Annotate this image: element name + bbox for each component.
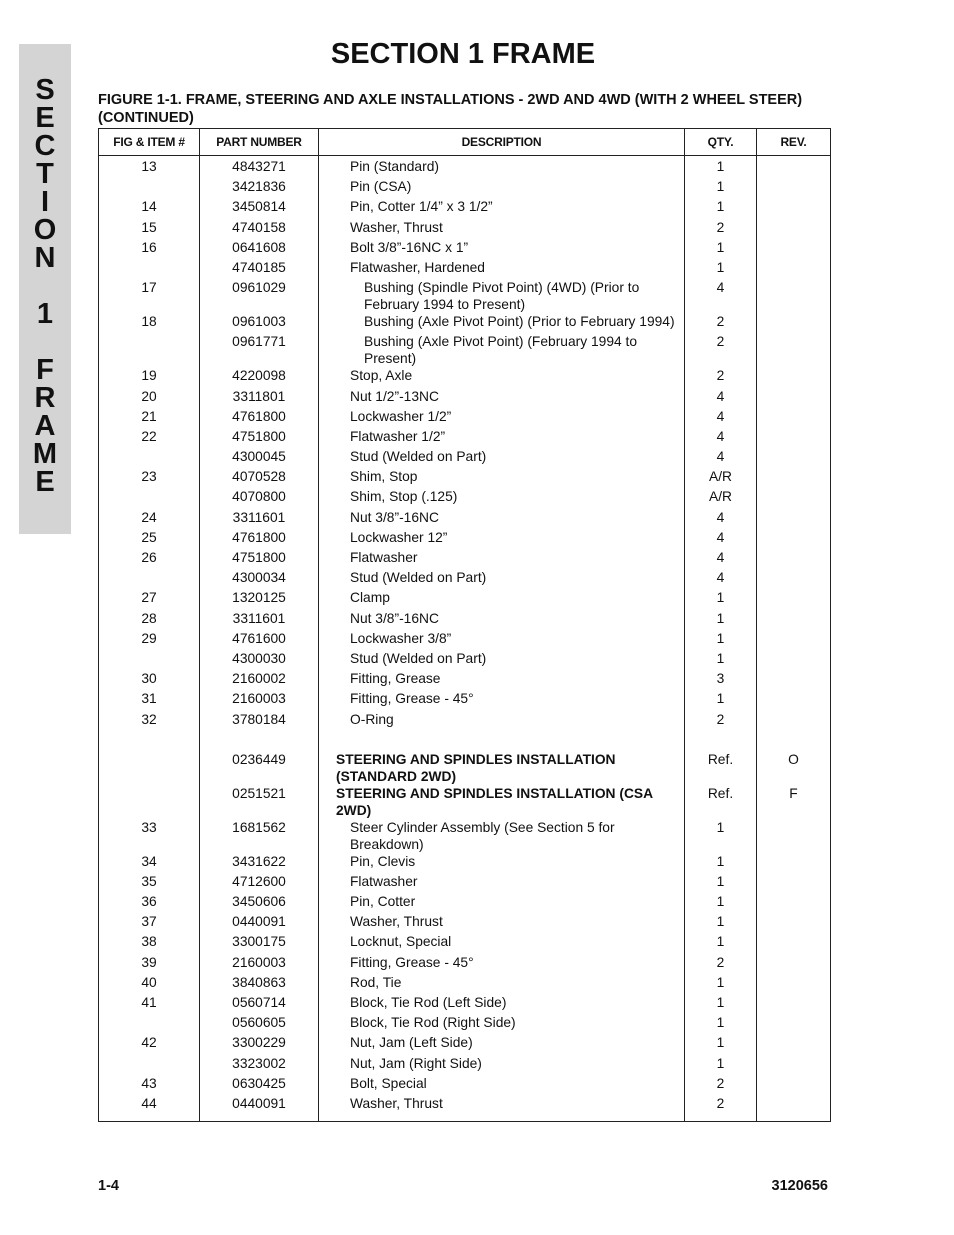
cell-description: Bolt, Special	[319, 1075, 685, 1095]
table-row	[99, 367, 831, 387]
cell-part-number: 4300034	[200, 569, 319, 589]
cell-part-number: 4761800	[200, 529, 319, 549]
section-tab-letter: R	[34, 382, 56, 414]
cell-rev	[757, 974, 831, 994]
cell-fig-item: 38	[99, 933, 200, 953]
cell-fig-item: 30	[99, 670, 200, 690]
cell-qty: 1	[685, 893, 757, 913]
cell-rev	[757, 509, 831, 529]
cell-part-number: 4070528	[200, 468, 319, 488]
cell-rev	[757, 933, 831, 953]
cell-rev	[757, 367, 831, 387]
cell-part-number: 4843271	[200, 156, 319, 179]
table-row	[99, 1075, 831, 1095]
cell-fig-item	[99, 751, 200, 785]
table-row	[99, 873, 831, 893]
cell-part-number: 4300030	[200, 650, 319, 670]
cell-qty: 4	[685, 569, 757, 589]
cell-qty: 1	[685, 198, 757, 218]
table-row	[99, 388, 831, 408]
cell-qty: 1	[685, 156, 757, 179]
spacer-cell	[685, 731, 757, 751]
table-row	[99, 933, 831, 953]
cell-fig-item: 18	[99, 313, 200, 333]
cell-qty: Ref.	[685, 751, 757, 785]
cell-qty: 1	[685, 1034, 757, 1054]
cell-fig-item: 13	[99, 156, 200, 179]
cell-fig-item: 15	[99, 219, 200, 239]
section-side-tab	[19, 44, 71, 534]
cell-qty: 1	[685, 933, 757, 953]
table-row	[99, 408, 831, 428]
cell-part-number: 4300045	[200, 448, 319, 468]
cell-fig-item	[99, 785, 200, 819]
cell-rev	[757, 954, 831, 974]
cell-part-number: 4761600	[200, 630, 319, 650]
cell-rev	[757, 259, 831, 279]
cell-fig-item	[99, 488, 200, 508]
table-row	[99, 711, 831, 731]
cell-description: Pin, Cotter 1/4” x 3 1/2”	[319, 198, 685, 218]
cell-rev	[757, 690, 831, 710]
cell-description: Nut 3/8”-16NC	[319, 610, 685, 630]
cell-description: Block, Tie Rod (Left Side)	[319, 994, 685, 1014]
cell-rev	[757, 873, 831, 893]
cell-part-number: 1681562	[200, 819, 319, 853]
cell-rev	[757, 630, 831, 650]
cell-rev	[757, 1075, 831, 1095]
document-number: 3120656	[771, 1178, 828, 1194]
cell-rev	[757, 1095, 831, 1122]
table-row	[99, 819, 831, 853]
cell-part-number: 4712600	[200, 873, 319, 893]
section-tab-letter: C	[34, 130, 56, 162]
table-row	[99, 488, 831, 508]
cell-fig-item: 28	[99, 610, 200, 630]
cell-qty: 1	[685, 589, 757, 609]
cell-description: Flatwasher 1/2”	[319, 428, 685, 448]
cell-qty: 1	[685, 853, 757, 873]
cell-part-number: 0560605	[200, 1014, 319, 1034]
section-tab-letter: M	[32, 438, 58, 470]
table-spacer-row	[99, 731, 831, 751]
cell-part-number: 0251521	[200, 785, 319, 819]
table-row	[99, 549, 831, 569]
header-fig-item: FIG & ITEM #	[99, 129, 200, 156]
cell-fig-item	[99, 650, 200, 670]
table-row	[99, 279, 831, 313]
cell-description: Lockwasher 3/8”	[319, 630, 685, 650]
cell-part-number: 3311801	[200, 388, 319, 408]
cell-part-number: 0961029	[200, 279, 319, 313]
cell-part-number: 0440091	[200, 1095, 319, 1122]
cell-fig-item	[99, 1014, 200, 1034]
cell-qty: 2	[685, 954, 757, 974]
spacer-cell	[319, 731, 685, 751]
cell-fig-item	[99, 448, 200, 468]
cell-rev	[757, 650, 831, 670]
cell-description: Rod, Tie	[319, 974, 685, 994]
section-tab-letter: O	[33, 214, 57, 246]
table-row	[99, 569, 831, 589]
cell-qty: 1	[685, 610, 757, 630]
cell-description: Bushing (Axle Pivot Point) (February 1994 to Present)	[319, 333, 685, 367]
cell-fig-item: 41	[99, 994, 200, 1014]
cell-description: Lockwasher 12”	[319, 529, 685, 549]
cell-part-number: 0440091	[200, 913, 319, 933]
table-row	[99, 1095, 831, 1122]
cell-qty: 1	[685, 259, 757, 279]
table-row	[99, 156, 831, 179]
table-row	[99, 650, 831, 670]
cell-description: Bushing (Axle Pivot Point) (Prior to February 1994)	[319, 313, 685, 333]
cell-fig-item: 35	[99, 873, 200, 893]
cell-fig-item	[99, 178, 200, 198]
cell-part-number: 0961003	[200, 313, 319, 333]
cell-description: Stud (Welded on Part)	[319, 569, 685, 589]
cell-rev	[757, 994, 831, 1014]
cell-part-number: 4740185	[200, 259, 319, 279]
cell-fig-item: 23	[99, 468, 200, 488]
cell-fig-item: 33	[99, 819, 200, 853]
cell-rev	[757, 448, 831, 468]
cell-rev	[757, 819, 831, 853]
cell-part-number: 3780184	[200, 711, 319, 731]
table-row	[99, 1055, 831, 1075]
section-tab-letter: F	[36, 354, 54, 386]
cell-rev	[757, 279, 831, 313]
cell-fig-item: 31	[99, 690, 200, 710]
parts-table-body	[99, 156, 831, 1122]
cell-qty: 1	[685, 873, 757, 893]
cell-qty: Ref.	[685, 785, 757, 819]
cell-fig-item: 16	[99, 239, 200, 259]
cell-qty: 1	[685, 1055, 757, 1075]
table-row	[99, 448, 831, 468]
cell-qty: 2	[685, 1095, 757, 1122]
cell-qty: 4	[685, 509, 757, 529]
parts-table	[98, 128, 831, 1122]
cell-fig-item: 19	[99, 367, 200, 387]
header-description: DESCRIPTION	[319, 129, 685, 156]
cell-rev	[757, 711, 831, 731]
cell-fig-item: 44	[99, 1095, 200, 1122]
cell-rev	[757, 313, 831, 333]
cell-rev	[757, 529, 831, 549]
cell-rev	[757, 468, 831, 488]
section-tab-letter	[19, 328, 71, 356]
cell-rev	[757, 488, 831, 508]
cell-rev	[757, 178, 831, 198]
cell-qty: 1	[685, 178, 757, 198]
cell-fig-item: 25	[99, 529, 200, 549]
cell-part-number: 3450814	[200, 198, 319, 218]
cell-part-number: 2160003	[200, 954, 319, 974]
table-row	[99, 670, 831, 690]
cell-rev	[757, 569, 831, 589]
table-row	[99, 690, 831, 710]
cell-rev	[757, 853, 831, 873]
cell-description: Shim, Stop	[319, 468, 685, 488]
cell-part-number: 3300175	[200, 933, 319, 953]
cell-description: Nut 1/2”-13NC	[319, 388, 685, 408]
cell-part-number: 3311601	[200, 509, 319, 529]
cell-qty: 2	[685, 1075, 757, 1095]
cell-description: Flatwasher	[319, 873, 685, 893]
cell-rev	[757, 1034, 831, 1054]
table-row	[99, 259, 831, 279]
cell-qty: 1	[685, 650, 757, 670]
section-title: SECTION 1 FRAME	[330, 38, 596, 70]
cell-rev	[757, 156, 831, 179]
cell-description: Stud (Welded on Part)	[319, 650, 685, 670]
cell-rev: F	[757, 785, 831, 819]
table-row	[99, 219, 831, 239]
cell-fig-item	[99, 569, 200, 589]
cell-part-number: 3323002	[200, 1055, 319, 1075]
cell-qty: A/R	[685, 468, 757, 488]
section-tab-letter: E	[35, 102, 55, 134]
cell-part-number: 3311601	[200, 610, 319, 630]
cell-description: Nut, Jam (Left Side)	[319, 1034, 685, 1054]
cell-description: Washer, Thrust	[319, 219, 685, 239]
cell-qty: 1	[685, 1014, 757, 1034]
section-tab-letter: S	[35, 74, 55, 106]
cell-part-number: 4751800	[200, 428, 319, 448]
cell-qty: 2	[685, 313, 757, 333]
table-row	[99, 428, 831, 448]
header-qty: QTY.	[685, 129, 757, 156]
cell-part-number: 4751800	[200, 549, 319, 569]
table-row	[99, 994, 831, 1014]
cell-description: Flatwasher	[319, 549, 685, 569]
section-tab-letter: A	[34, 410, 56, 442]
cell-fig-item: 14	[99, 198, 200, 218]
cell-part-number: 3421836	[200, 178, 319, 198]
cell-description: STEERING AND SPINDLES INSTALLATION (CSA 2WD)	[319, 785, 685, 819]
cell-part-number: 0630425	[200, 1075, 319, 1095]
cell-description: Bushing (Spindle Pivot Point) (4WD) (Prior to February 1994 to Present)	[319, 279, 685, 313]
table-row	[99, 529, 831, 549]
section-tab-letter: E	[35, 466, 55, 498]
cell-part-number: 4740158	[200, 219, 319, 239]
cell-description: Shim, Stop (.125)	[319, 488, 685, 508]
cell-qty: 1	[685, 819, 757, 853]
cell-rev	[757, 1014, 831, 1034]
cell-description: Bolt 3/8”-16NC x 1”	[319, 239, 685, 259]
cell-qty: 1	[685, 690, 757, 710]
table-row	[99, 954, 831, 974]
cell-part-number: 0961771	[200, 333, 319, 367]
cell-qty: 1	[685, 974, 757, 994]
cell-rev	[757, 408, 831, 428]
cell-description: Washer, Thrust	[319, 913, 685, 933]
cell-part-number: 4761800	[200, 408, 319, 428]
cell-rev	[757, 549, 831, 569]
cell-qty: 1	[685, 913, 757, 933]
cell-fig-item: 21	[99, 408, 200, 428]
cell-part-number: 3431622	[200, 853, 319, 873]
cell-qty: 4	[685, 388, 757, 408]
cell-fig-item: 40	[99, 974, 200, 994]
cell-rev	[757, 388, 831, 408]
section-tab-letter: N	[34, 242, 56, 274]
cell-fig-item: 42	[99, 1034, 200, 1054]
cell-part-number: 2160003	[200, 690, 319, 710]
cell-rev	[757, 198, 831, 218]
table-row	[99, 630, 831, 650]
cell-rev	[757, 589, 831, 609]
table-row	[99, 893, 831, 913]
spacer-cell	[200, 731, 319, 751]
cell-part-number: 1320125	[200, 589, 319, 609]
cell-part-number: 3300229	[200, 1034, 319, 1054]
cell-rev	[757, 333, 831, 367]
cell-description: Stud (Welded on Part)	[319, 448, 685, 468]
cell-description: Lockwasher 1/2”	[319, 408, 685, 428]
cell-fig-item: 39	[99, 954, 200, 974]
cell-description: Locknut, Special	[319, 933, 685, 953]
spacer-cell	[99, 731, 200, 751]
parts-table-header	[99, 129, 831, 156]
table-row	[99, 333, 831, 367]
cell-description: O-Ring	[319, 711, 685, 731]
table-row	[99, 313, 831, 333]
table-row	[99, 468, 831, 488]
cell-qty: 2	[685, 367, 757, 387]
cell-description: Pin, Clevis	[319, 853, 685, 873]
cell-fig-item: 32	[99, 711, 200, 731]
cell-qty: 1	[685, 239, 757, 259]
cell-description: Pin (CSA)	[319, 178, 685, 198]
cell-qty: 4	[685, 448, 757, 468]
figure-title: FIGURE 1-1. FRAME, STEERING AND AXLE INSTALLATIONS - 2WD AND 4WD (WITH 2 WHEEL STEER) (CONTINUED)	[98, 92, 803, 126]
cell-part-number: 0236449	[200, 751, 319, 785]
cell-fig-item: 37	[99, 913, 200, 933]
cell-description: Pin, Cotter	[319, 893, 685, 913]
cell-part-number: 2160002	[200, 670, 319, 690]
cell-part-number: 3840863	[200, 974, 319, 994]
table-row	[99, 198, 831, 218]
cell-fig-item	[99, 259, 200, 279]
cell-description: Fitting, Grease - 45°	[319, 954, 685, 974]
cell-description: Pin (Standard)	[319, 156, 685, 179]
cell-description: Fitting, Grease	[319, 670, 685, 690]
table-row	[99, 610, 831, 630]
cell-qty: 2	[685, 333, 757, 367]
cell-part-number: 0641608	[200, 239, 319, 259]
cell-rev	[757, 219, 831, 239]
header-part-number: PART NUMBER	[200, 129, 319, 156]
cell-fig-item: 27	[99, 589, 200, 609]
cell-qty: 1	[685, 630, 757, 650]
cell-description: Steer Cylinder Assembly (See Section 5 for Breakdown)	[319, 819, 685, 853]
cell-qty: 3	[685, 670, 757, 690]
spacer-cell	[757, 731, 831, 751]
cell-fig-item: 43	[99, 1075, 200, 1095]
section-tab-letter: T	[36, 158, 54, 190]
cell-fig-item: 24	[99, 509, 200, 529]
cell-qty: 4	[685, 529, 757, 549]
cell-part-number: 0560714	[200, 994, 319, 1014]
cell-fig-item: 17	[99, 279, 200, 313]
table-row	[99, 853, 831, 873]
cell-description: Washer, Thrust	[319, 1095, 685, 1122]
table-row-assembly-heading	[99, 751, 831, 785]
section-tab-letter: 1	[36, 298, 54, 330]
section-tab-letter: I	[40, 186, 50, 218]
cell-part-number: 4070800	[200, 488, 319, 508]
table-row	[99, 1034, 831, 1054]
cell-description: Nut, Jam (Right Side)	[319, 1055, 685, 1075]
cell-fig-item: 26	[99, 549, 200, 569]
cell-fig-item: 34	[99, 853, 200, 873]
header-rev: REV.	[757, 129, 831, 156]
cell-description: STEERING AND SPINDLES INSTALLATION (STANDARD 2WD)	[319, 751, 685, 785]
section-tab-letters	[19, 76, 71, 496]
cell-description: Flatwasher, Hardened	[319, 259, 685, 279]
cell-description: Clamp	[319, 589, 685, 609]
table-row	[99, 239, 831, 259]
table-row-assembly-heading	[99, 785, 831, 819]
cell-description: Stop, Axle	[319, 367, 685, 387]
cell-rev	[757, 610, 831, 630]
cell-fig-item: 36	[99, 893, 200, 913]
cell-qty: 2	[685, 219, 757, 239]
cell-rev	[757, 1055, 831, 1075]
cell-qty: 2	[685, 711, 757, 731]
cell-qty: 1	[685, 994, 757, 1014]
table-row	[99, 178, 831, 198]
section-tab-letter	[19, 272, 71, 300]
cell-qty: 4	[685, 408, 757, 428]
table-row	[99, 1014, 831, 1034]
cell-rev: O	[757, 751, 831, 785]
table-row	[99, 974, 831, 994]
cell-fig-item	[99, 1055, 200, 1075]
cell-fig-item: 29	[99, 630, 200, 650]
table-row	[99, 509, 831, 529]
cell-rev	[757, 239, 831, 259]
cell-qty: 4	[685, 549, 757, 569]
cell-qty: 4	[685, 428, 757, 448]
cell-description: Fitting, Grease - 45°	[319, 690, 685, 710]
cell-fig-item	[99, 333, 200, 367]
table-row	[99, 913, 831, 933]
cell-qty: A/R	[685, 488, 757, 508]
cell-rev	[757, 913, 831, 933]
cell-rev	[757, 428, 831, 448]
cell-fig-item: 20	[99, 388, 200, 408]
cell-rev	[757, 670, 831, 690]
cell-description: Block, Tie Rod (Right Side)	[319, 1014, 685, 1034]
page-number: 1-4	[98, 1178, 119, 1194]
table-row	[99, 589, 831, 609]
cell-part-number: 4220098	[200, 367, 319, 387]
cell-part-number: 3450606	[200, 893, 319, 913]
cell-rev	[757, 893, 831, 913]
cell-fig-item: 22	[99, 428, 200, 448]
cell-description: Nut 3/8”-16NC	[319, 509, 685, 529]
cell-qty: 4	[685, 279, 757, 313]
